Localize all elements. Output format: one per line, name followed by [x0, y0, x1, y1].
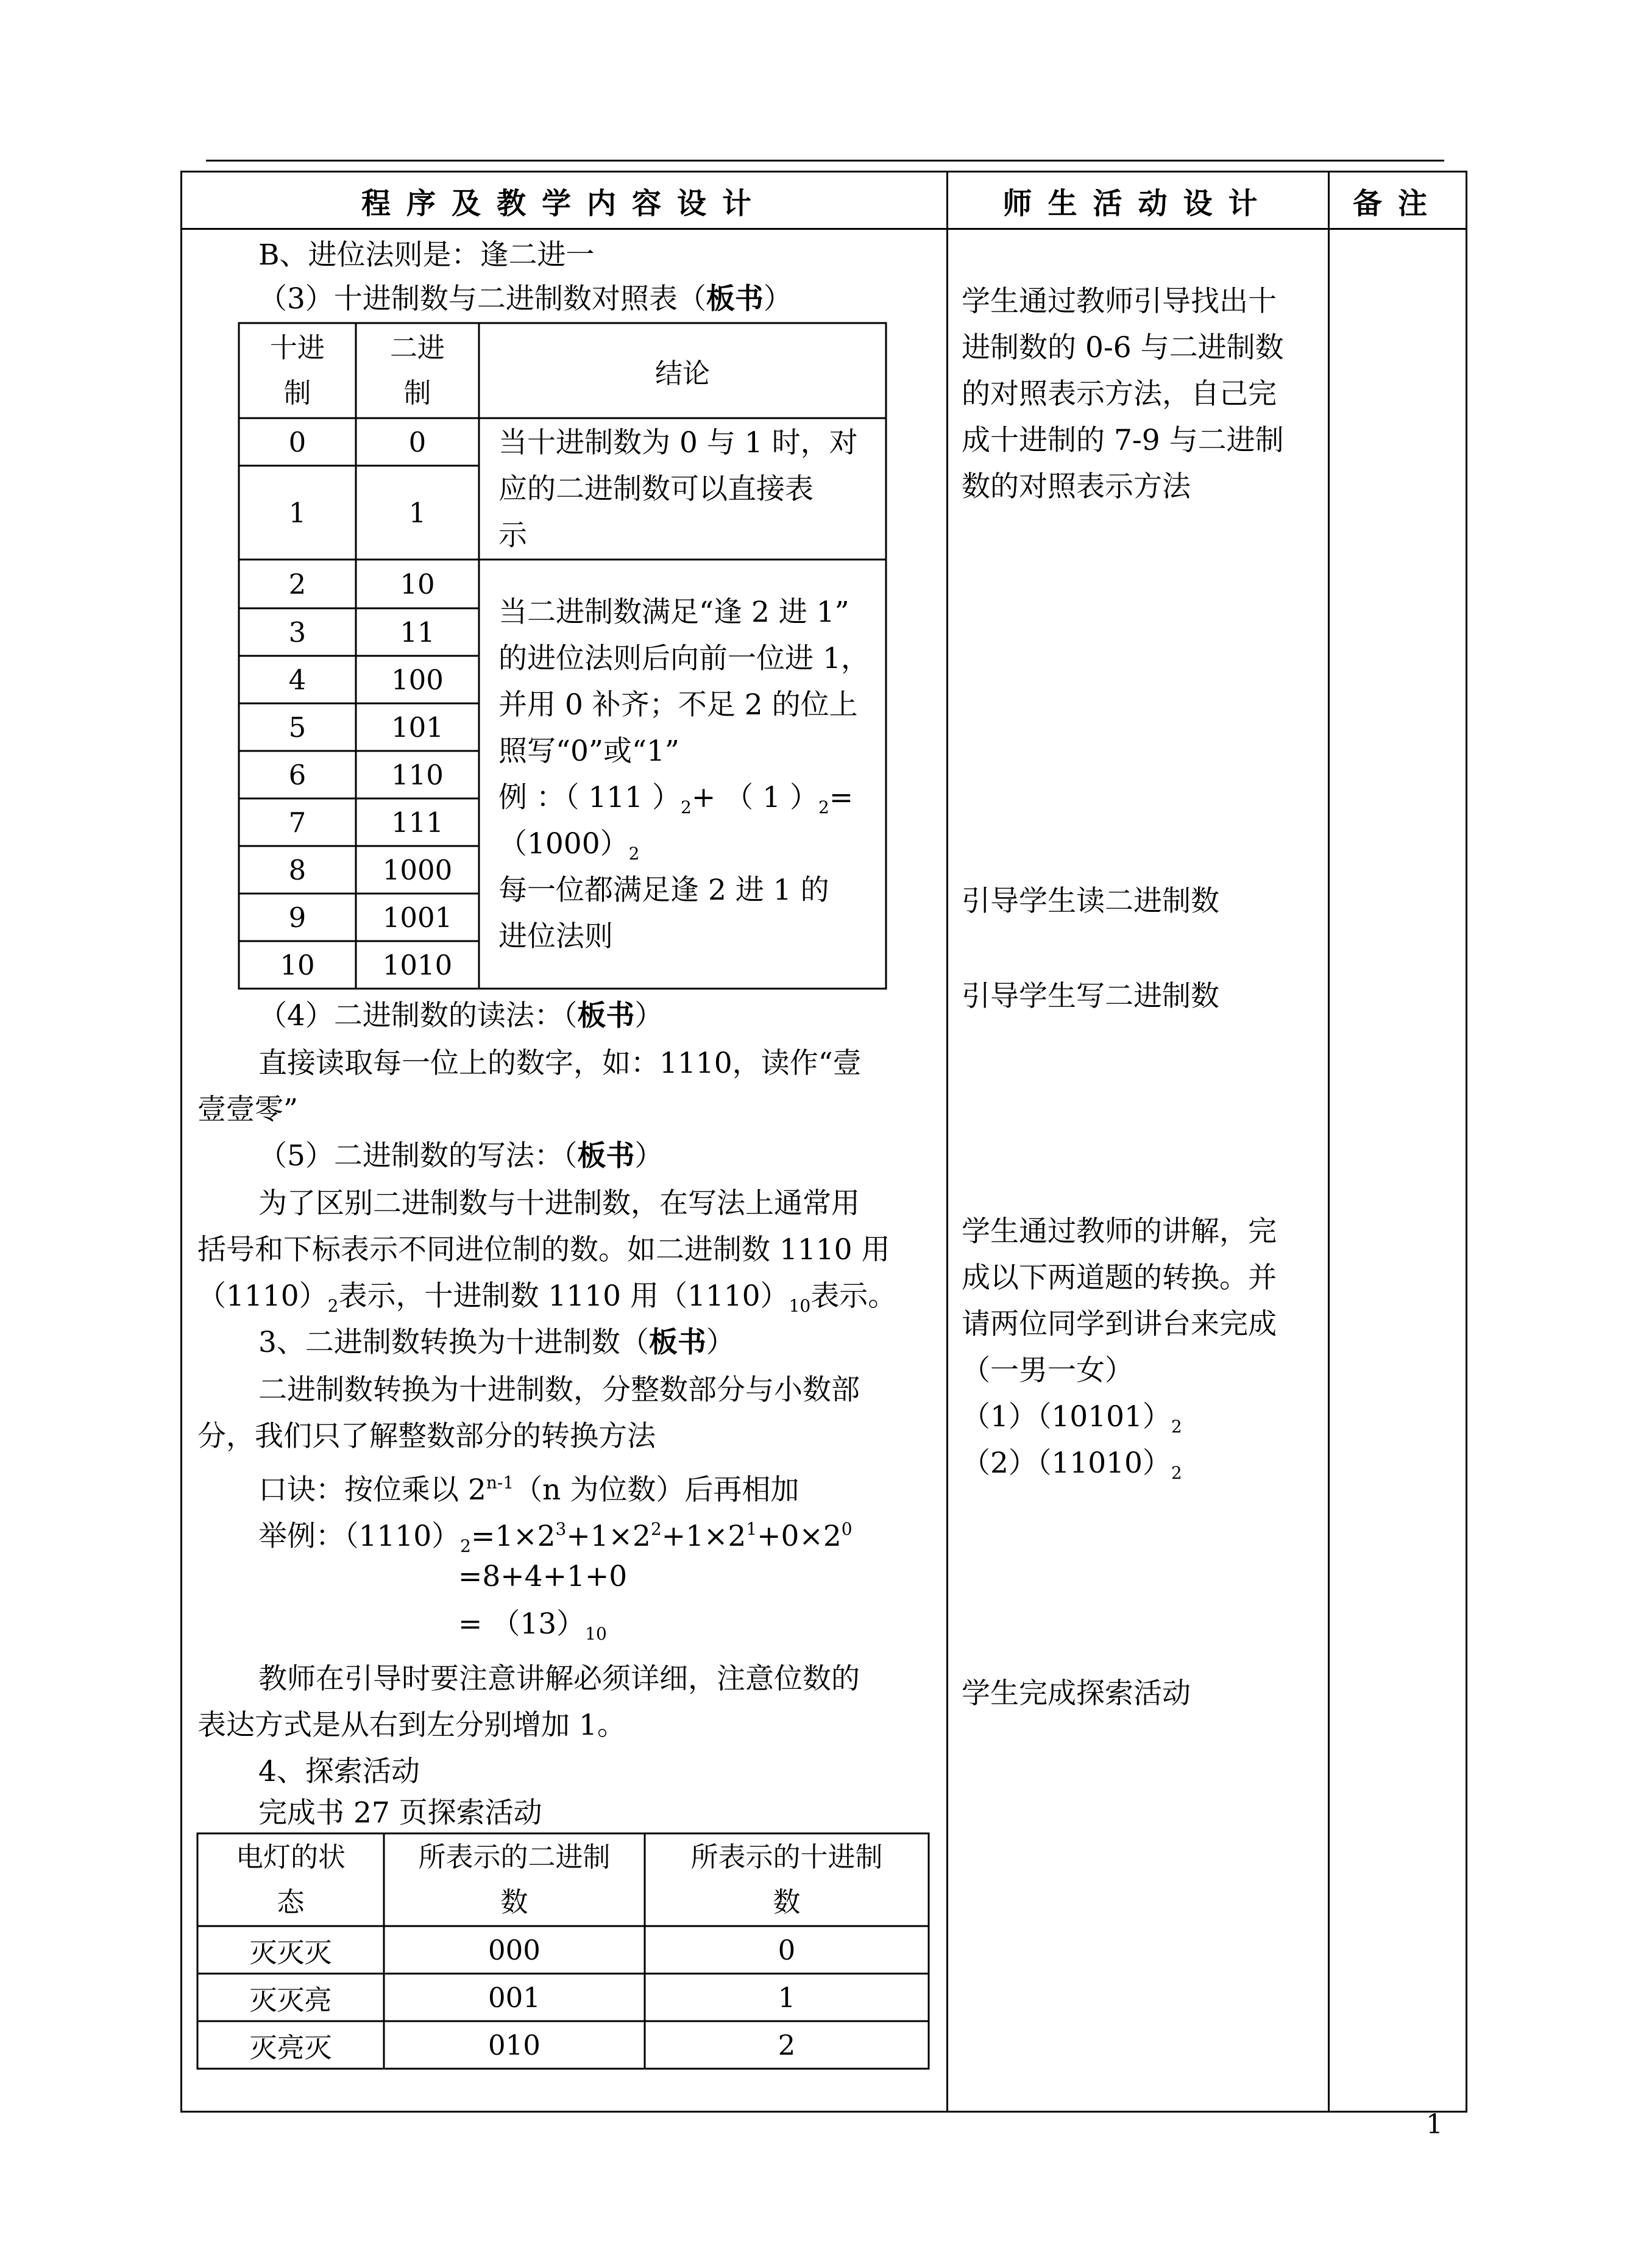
- conclusion-1: 应的二进制数可以直接表: [498, 472, 814, 506]
- table1-cell-decimal: 2: [288, 567, 307, 600]
- header-col-content: 程序及教学内容设计: [361, 186, 767, 221]
- activity-line: 的对照表示方法，自己完: [962, 377, 1277, 411]
- table1-header-decimal: 十进 制: [269, 332, 325, 409]
- table1-cell-binary: 11: [400, 616, 435, 649]
- activity-line: 学生通过教师的讲解，完: [962, 1215, 1277, 1248]
- activity-line: （一男一女）: [962, 1354, 1133, 1387]
- paragraph-line: 完成书 27 页探索活动: [258, 1796, 542, 1830]
- section-5-heading: （5）二进制数的写法：（板书）: [258, 1139, 664, 1173]
- paragraph-line: 表达方式是从右到左分别增加 1。: [197, 1708, 626, 1742]
- table2-cell-binary: 010: [488, 2028, 541, 2061]
- table2-cell-state: 灭亮灭: [249, 2031, 332, 2064]
- activity-exercise: $(2)(11010)_2$: [962, 1446, 1182, 1483]
- conclusion-2: 进位法则: [498, 920, 613, 953]
- paragraph-line: 教师在引导时要注意讲解必须详细，注意位数的: [258, 1662, 860, 1696]
- section-4-explore-heading: 4、探索活动: [258, 1755, 420, 1788]
- table2-cell-binary: 001: [488, 1981, 541, 2014]
- table1-header-conclusion: 结论: [654, 357, 710, 389]
- section-3-heading: （3）十进制数与二进制数对照表（板书）: [258, 282, 792, 316]
- table1-cell-decimal: 0: [288, 425, 307, 458]
- conclusion-2: 当二进制数满足“逢 2 进 1”: [498, 595, 849, 629]
- table2-header-state: 电灯的状 态: [235, 1841, 346, 1918]
- formula-step: = $(13)_{10}$: [458, 1607, 607, 1644]
- table2-cell-state: 灭灭亮: [249, 1983, 332, 2016]
- table1-cell-binary: 1000: [382, 853, 453, 886]
- table1-cell-binary: 0: [408, 425, 427, 458]
- table2-cell-decimal: 2: [778, 2028, 796, 2061]
- table1-cell-binary: 101: [391, 711, 444, 744]
- header-col-activity: 师生活动设计: [1002, 186, 1274, 221]
- table2-cell-state: 灭灭灭: [249, 1936, 332, 1969]
- conclusion-2: 的进位法则后向前一位进 1，: [498, 642, 870, 675]
- table1-cell-binary: 100: [391, 663, 444, 696]
- formula-example: 举例：$(1110)_2=1\times 2^3+1\times 2^2+1\times 2^1+0\times 2^0$: [258, 1519, 853, 1556]
- activity-line: 引导学生读二进制数: [962, 884, 1219, 918]
- conclusion-2: 每一位都满足逢 2 进 1 的: [498, 873, 829, 907]
- table1-cell-binary: 1: [408, 496, 427, 529]
- table2-header-decimal: 所表示的十进制 数: [690, 1841, 883, 1918]
- table1-cell-decimal: 3: [288, 616, 307, 649]
- table1-cell-binary: 1010: [382, 948, 453, 981]
- table1-cell-binary: 111: [391, 806, 444, 839]
- paragraph-line: 为了区别二进制数与十进制数，在写法上通常用: [258, 1187, 860, 1220]
- table1-header-binary: 二进 制: [389, 332, 445, 409]
- paragraph-line: 直接读取每一位上的数字，如：1110，读作“壹: [258, 1047, 862, 1080]
- formula-step: =8+4+1+0: [458, 1560, 628, 1593]
- table1-cell-decimal: 7: [288, 806, 307, 839]
- section-3-conversion-heading: 3、二进制数转换为十进制数（板书）: [258, 1326, 735, 1359]
- table1-cell-decimal: 4: [288, 663, 307, 696]
- activity-line: 进制数的 0-6 与二进制数: [962, 331, 1284, 364]
- activity-line: 学生通过教师引导找出十: [962, 285, 1277, 318]
- paragraph-line: $(1110)_2$表示，十进制数 1110 用$(1110)_{10}$表示。: [197, 1279, 897, 1316]
- paragraph-line: 壹壹零”: [197, 1093, 299, 1126]
- activity-line: 成以下两道题的转换。并: [962, 1261, 1277, 1295]
- table1-cell-decimal: 1: [288, 496, 307, 529]
- conclusion-example: 例 ：（ 111 ）$_2+$ （ 1 ）$_2=$: [498, 781, 854, 817]
- table1-cell-decimal: 10: [280, 948, 315, 981]
- table1-cell-decimal: 5: [288, 711, 307, 744]
- paragraph-line: 括号和下标表示不同进位制的数。如二进制数 1110 用: [197, 1233, 890, 1267]
- table1-cell-binary: 1001: [382, 901, 453, 934]
- activity-line: 请两位同学到讲台来完成: [962, 1307, 1277, 1341]
- page-number: 1: [1426, 2109, 1443, 2140]
- activity-line: 学生完成探索活动: [962, 1677, 1191, 1710]
- conclusion-example: $(1000)_2$: [498, 827, 640, 864]
- paragraph-line: 分，我们只了解整数部分的转换方法: [197, 1420, 656, 1453]
- table2-cell-binary: 000: [488, 1933, 541, 1966]
- table1-cell-decimal: 9: [288, 901, 307, 934]
- table2-header-binary: 所表示的二进制 数: [418, 1841, 611, 1918]
- table1-cell-binary: 110: [391, 758, 444, 791]
- conclusion-1: 当十进制数为 0 与 1 时，对: [498, 426, 858, 460]
- activity-exercise: $(1)(10101)_2$: [962, 1400, 1182, 1437]
- paragraph-line: 二进制数转换为十进制数，分整数部分与小数部: [258, 1373, 860, 1407]
- header-col-notes: 备注: [1352, 186, 1443, 221]
- conclusion-1: 示: [498, 519, 527, 552]
- rule-line: B、进位法则是：逢二进一: [258, 238, 595, 272]
- table2-cell-decimal: 1: [778, 1981, 796, 2014]
- activity-line: 数的对照表示方法: [962, 470, 1191, 503]
- table2-cell-decimal: 0: [778, 1933, 796, 1966]
- table1-cell-decimal: 8: [288, 853, 307, 886]
- activity-line: 引导学生写二进制数: [962, 979, 1219, 1013]
- conclusion-2: 照写“0”或“1”: [498, 734, 679, 768]
- table1-cell-decimal: 6: [288, 758, 307, 791]
- section-4-heading: （4）二进制数的读法：（板书）: [258, 999, 664, 1033]
- table1-cell-binary: 10: [400, 567, 435, 600]
- activity-line: 成十进制的 7-9 与二进制: [962, 424, 1284, 457]
- formula-rule: 口诀：按位乘以 2$^{n-1}$（n 为位数）后再相加: [258, 1473, 800, 1507]
- conclusion-2: 并用 0 补齐；不足 2 的位上: [498, 688, 858, 722]
